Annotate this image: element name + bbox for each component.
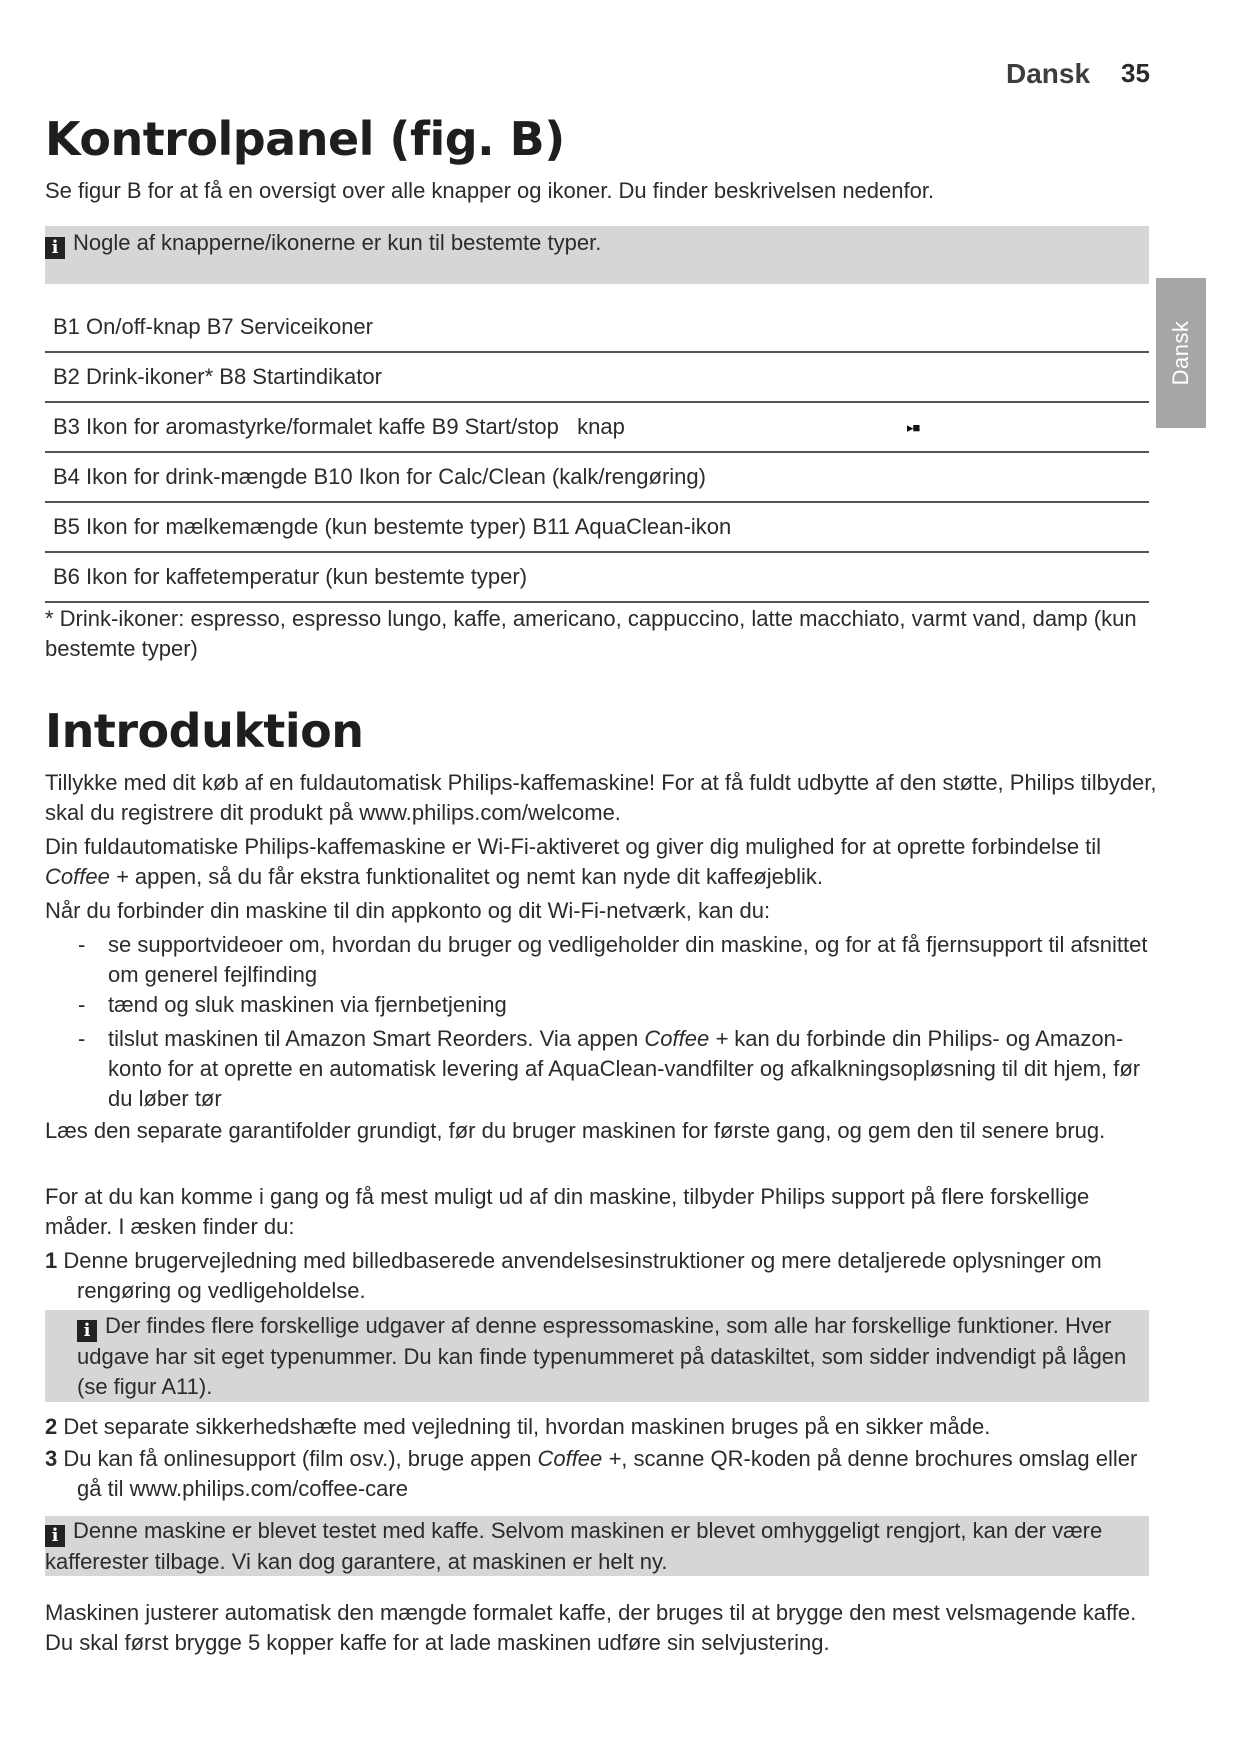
table-row [45, 452, 1149, 503]
drink-icons-footnote: * Drink-ikoner: espresso, espresso lungo, kaffe, americano, cappuccino, latte macchiato, varmt vand, damp (kun bestemte typer) [45, 606, 1137, 661]
note-box-tested [45, 1516, 1149, 1576]
intro-paragraph-2-text: appen, så du får ekstra funktionalitet og nemt kan nyde dit kaffeøjeblik. [128, 864, 824, 889]
side-tab-label: Dansk [1168, 320, 1193, 386]
table-row [45, 552, 1149, 603]
table-cell: B6 Ikon for kaffetemperatur (kun bestemte typer) [53, 564, 528, 589]
list-item-text: se supportvideoer om, hvordan du bruger og vedligeholder din maskine, og for at få fjernsupport til afsnittet om generel fejlfinding [108, 932, 1148, 987]
section-title-introduktion: Introduktion [45, 704, 364, 758]
note-tested-text: Denne maskine er blevet testet med kaffe. Selvom maskinen er blevet omhyggeligt rengjort, kan der være kafferester tilbage. Vi kan dog garantere, at maskinen er helt ny. [45, 1518, 1103, 1574]
table-row [45, 302, 1149, 353]
table-row [45, 352, 1149, 403]
app-name: Coffee + [537, 1446, 622, 1471]
list-dash: - [78, 992, 86, 1017]
table-cell: B3 Ikon for aromastyrke/formalet kaffe B9 Start/stop knap [53, 414, 625, 439]
note-box-types [45, 226, 1149, 284]
numbered-item-text [63, 1446, 1137, 1501]
numbered-item [45, 1444, 1167, 1504]
table-cell: B5 Ikon for mælkemængde (kun bestemte typer) B11 AquaClean-ikon [53, 514, 732, 539]
table-row [45, 402, 1149, 453]
table-cell: B4 Ikon for drink-mængde B10 Ikon for Calc/Clean (kalk/rengøring) [53, 464, 706, 489]
info-icon: i [45, 237, 65, 259]
item-number: 3 [45, 1446, 58, 1471]
table-cell: B2 Drink-ikoner* B8 Startindikator [53, 364, 382, 389]
list-item-text [108, 1024, 1158, 1114]
info-icon: i [77, 1320, 97, 1342]
page-number: 35 [1121, 58, 1150, 88]
intro-paragraph-3: Når du forbinder din maskine til din appkonto og dit Wi-Fi-netværk, kan du: [45, 898, 771, 923]
start-stop-icon: ▸■ [907, 420, 920, 435]
info-icon: i [45, 1525, 65, 1547]
list-item-text: tænd og sluk maskinen via fjernbetjening [108, 992, 507, 1017]
list-item-text-part: tilslut maskinen til Amazon Smart Reorders. Via appen [108, 1026, 645, 1051]
header-language: Dansk [1006, 58, 1091, 89]
language-side-tab [1156, 278, 1206, 428]
item-number: 1 [45, 1248, 58, 1273]
app-name: Coffee + [644, 1026, 729, 1051]
list-item-text-part: kan du forbinde din Philips- og Amazon-konto for at oprette en automatisk levering af AquaClean-vandfilter og afkalkningsopløsning til dit hjem, før du løber tør [108, 1026, 1141, 1111]
list-dash: - [78, 1026, 86, 1051]
intro-paragraph-5: For at du kan komme i gang og få mest muligt ud af din maskine, tilbyder Philips support på flere forskellige måder. I æsken finder du: [45, 1184, 1090, 1239]
numbered-item-text: Denne brugervejledning med billedbaserede anvendelsesinstruktioner og mere detaljerede oplysninger om rengøring og vedligeholdelse. [63, 1248, 1102, 1303]
intro-paragraph-4: Læs den separate garantifolder grundigt, før du bruger maskinen for første gang, og gem den til senere brug. [45, 1118, 1106, 1143]
numbered-item-text-part: , scanne QR-koden på denne brochures omslag eller gå til www.philips.com/coffee-care [77, 1446, 1138, 1501]
item-number: 2 [45, 1414, 58, 1439]
note-types-text: Nogle af knapperne/ikonerne er kun til bestemte typer. [73, 230, 602, 255]
intro-paragraph-1: Tillykke med dit køb af en fuldautomatisk Philips-kaffemaskine! For at få fuldt udbytte af den støtte, Philips tilbyder, skal du registrere dit produkt på www.philips.com/welcome. [45, 770, 1157, 825]
table-cell: B1 On/off-knap B7 Serviceikoner [53, 314, 373, 339]
note-box-variants [45, 1310, 1149, 1402]
numbered-item-text-part: Du kan få onlinesupport (film osv.), bruge appen [63, 1446, 538, 1471]
note-variants-text: Der findes flere forskellige udgaver af denne espressomaskine, som alle har forskellige funktioner. Hver udgave har sit eget typenummer. Du kan finde typenummeret på dataskiltet, som sidder indvendigt på lågen (se figur A11). [77, 1313, 1127, 1399]
intro-paragraph-2 [45, 832, 1160, 892]
intro-paragraph-2-text: Din fuldautomatiske Philips-kaffemaskine er Wi-Fi-aktiveret og giver dig mulighed for at oprette forbindelse til [45, 834, 1102, 859]
app-name: Coffee + [45, 864, 129, 889]
numbered-item-text: Det separate sikkerhedshæfte med vejledning til, hvordan maskinen bruges på en sikker måde. [63, 1414, 991, 1439]
list-dash: - [78, 932, 86, 957]
intro-paragraph-6: Maskinen justerer automatisk den mængde formalet kaffe, der bruges til at brygge den mest velsmagende kaffe. Du skal først brygge 5 kopper kaffe for at lade maskinen udføre sin selvjustering. [45, 1600, 1137, 1655]
numbered-item [45, 1412, 1187, 1442]
section-title-kontrolpanel: Kontrolpanel (fig. B) [45, 112, 565, 166]
kontrolpanel-intro: Se figur B for at få en oversigt over alle knapper og ikoner. Du finder beskrivelsen nedenfor. [45, 178, 935, 203]
numbered-item [45, 1246, 1155, 1306]
table-row [45, 502, 1149, 553]
